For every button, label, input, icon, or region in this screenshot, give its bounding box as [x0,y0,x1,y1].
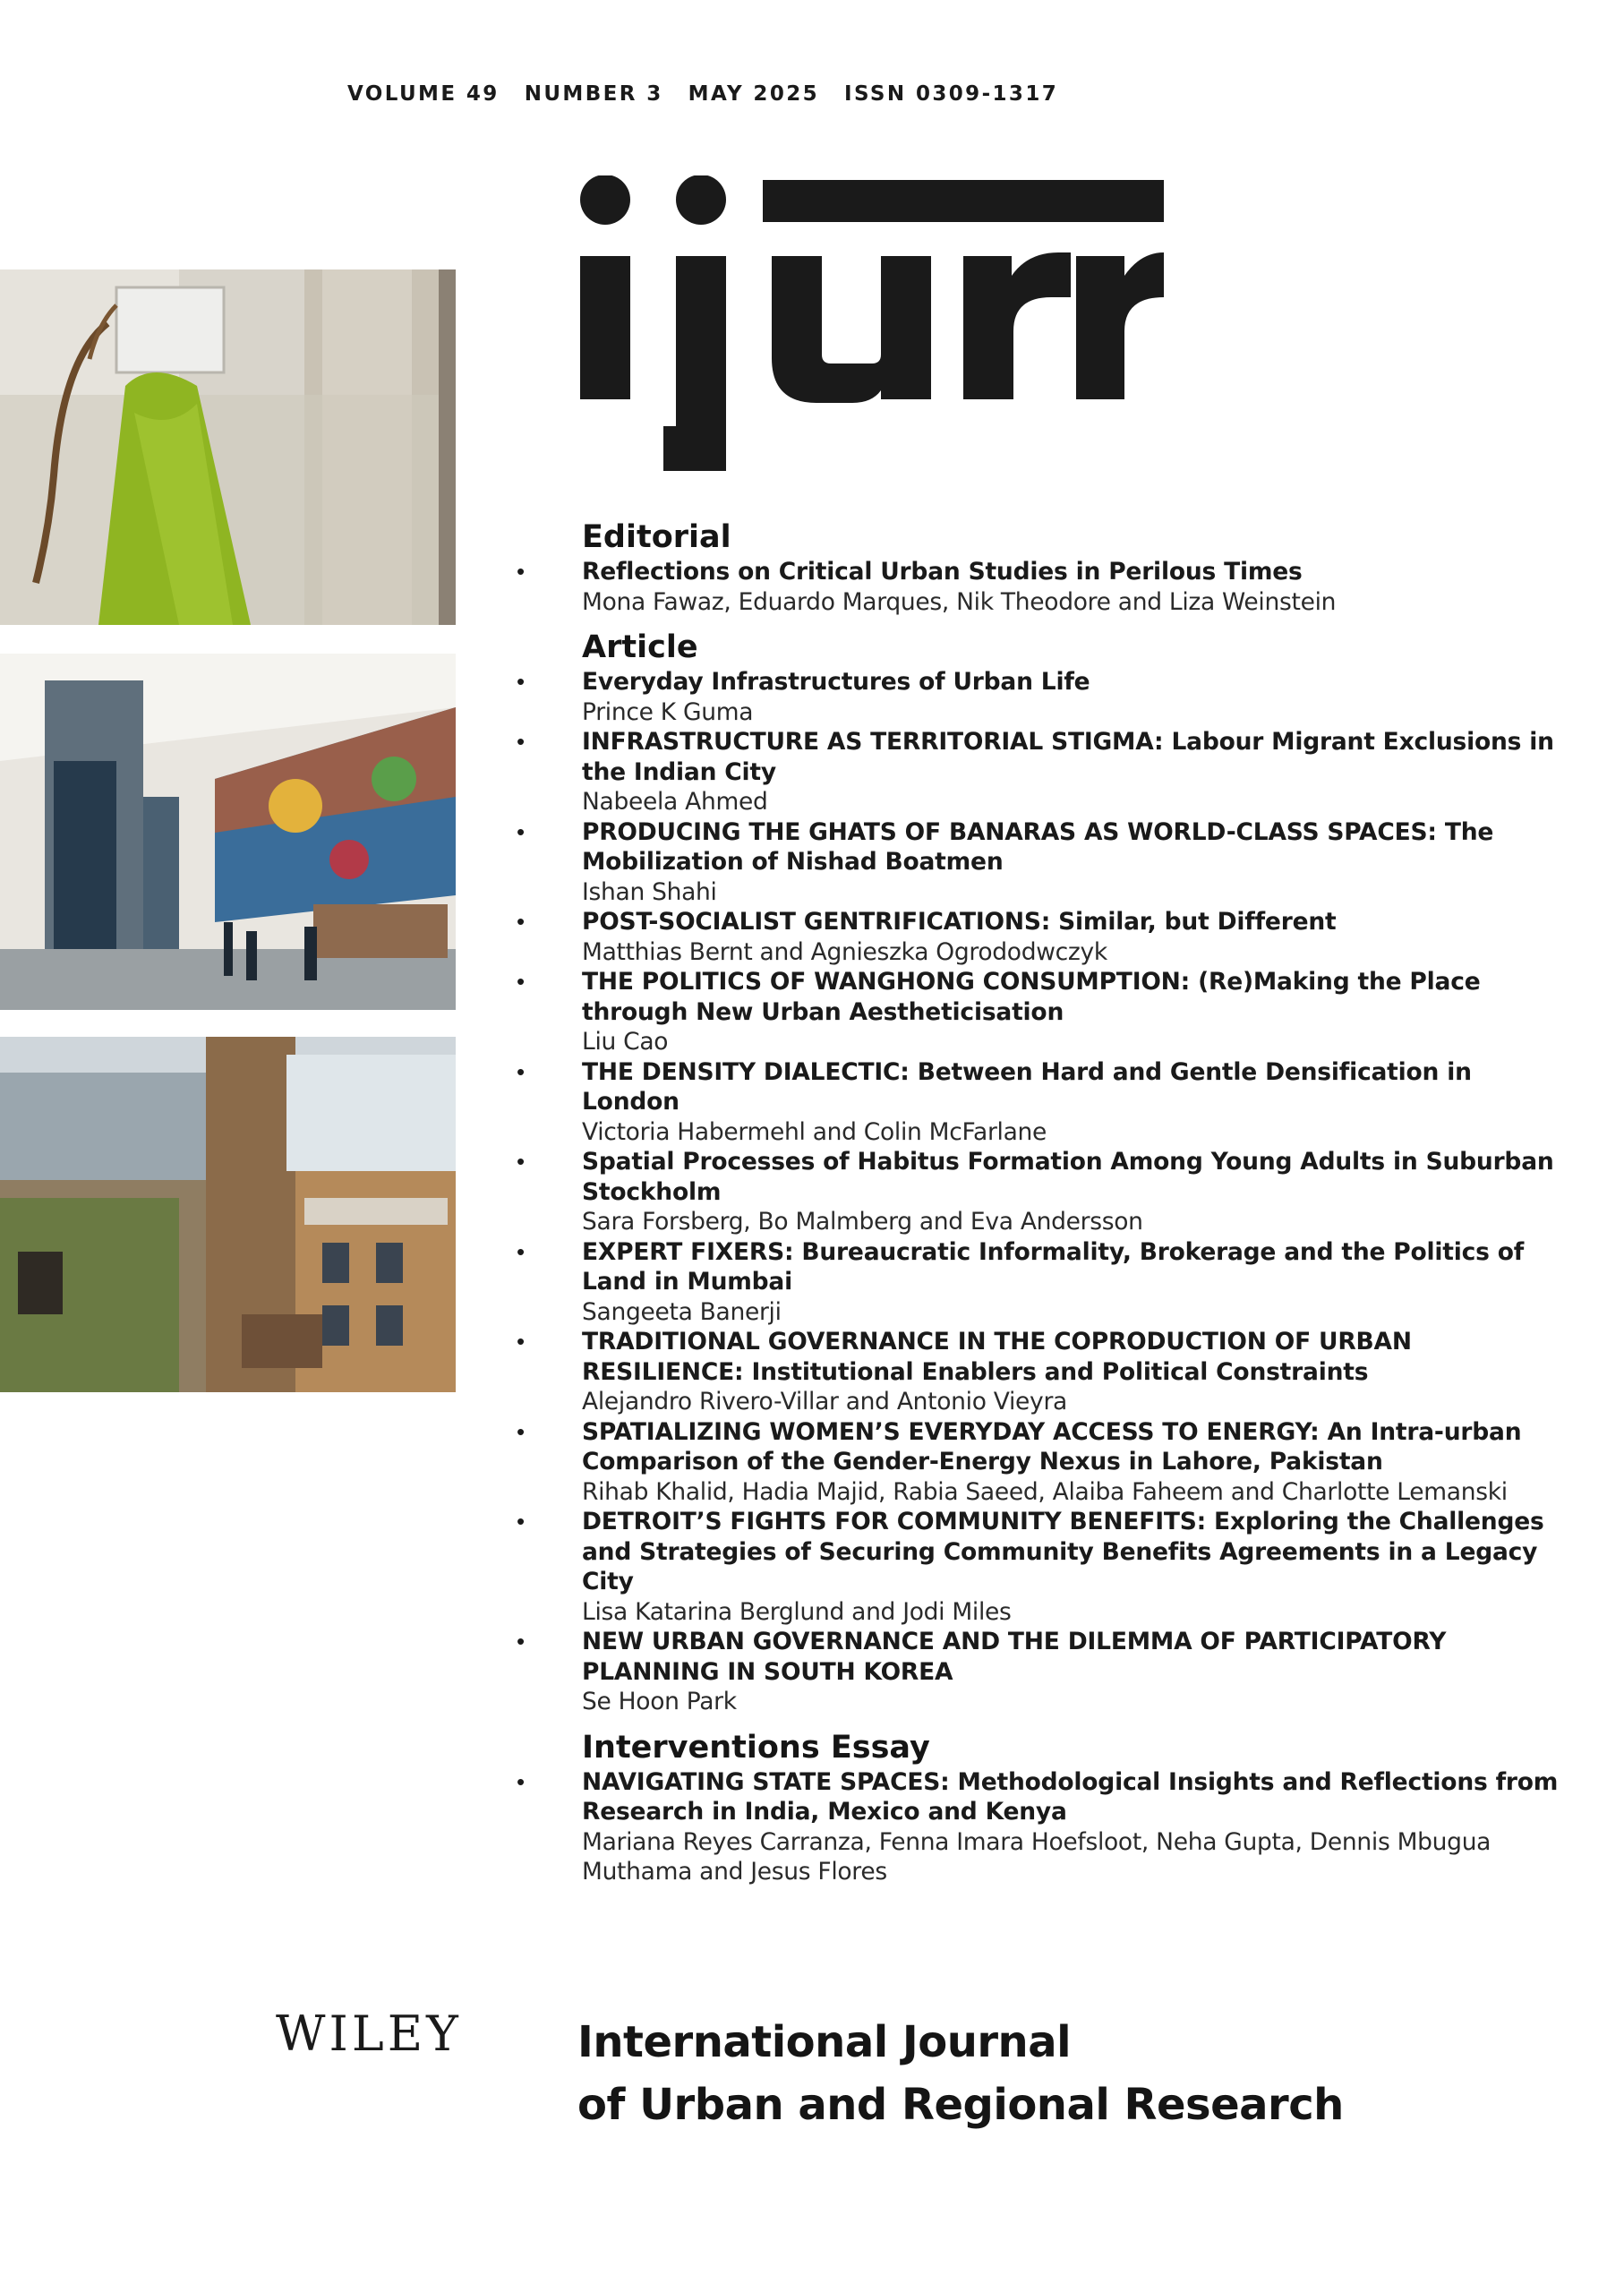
toc-entry [515,967,1571,1057]
bullet: • [517,728,526,755]
section-heading-interventions-essay: Interventions Essay [582,1729,930,1766]
toc-entry [515,557,1571,617]
entry-title: TRADITIONAL GOVERNANCE IN THE COPRODUCTION OF URBAN RESILIENCE: Institutional Enablers and Political Constraints [582,1328,1412,1386]
toc-entry [515,1627,1571,1717]
bullet: • [517,1508,526,1535]
entry-authors: Sangeeta Banerji [582,1297,782,1326]
entry-authors: Sara Forsberg, Bo Malmberg and Eva Andersson [582,1208,1143,1236]
entry-title: SPATIALIZING WOMEN’S EVERYDAY ACCESS TO ENERGY: An Intra-urban Comparison of the Gender-Energy Nexus in Lahore, Pakistan [582,1417,1522,1475]
cover-photo-brick-buildings [0,1037,456,1392]
toc-entry [515,727,1571,817]
issue-date: MAY 2025 [688,82,820,106]
entry-title: NAVIGATING STATE SPACES: Methodological Insights and Reflections from Research in India, Mexico and Kenya [582,1767,1559,1826]
bullet: • [517,1057,526,1085]
bullet: • [517,1767,526,1795]
section-heading-editorial: Editorial [582,519,731,555]
toc-entry [515,907,1571,967]
journal-logo [573,175,1164,480]
bullet: • [517,1628,526,1655]
toc-entry [515,667,1571,727]
journal-name-line-1: International Journal [577,2017,1072,2067]
bullet: • [517,1237,526,1265]
bullet: • [517,668,526,695]
bullet: • [517,908,526,935]
entry-authors: Se Hoon Park [582,1688,737,1715]
entry-title: THE POLITICS OF WANGHONG CONSUMPTION: (Re)Making the Place through New Urban Aestheticisation [582,968,1481,1026]
entry-title: NEW URBAN GOVERNANCE AND THE DILEMMA OF PARTICIPATORY PLANNING IN SOUTH KOREA [582,1628,1447,1686]
entry-authors: Liu Cao [582,1028,669,1056]
entry-authors: Nabeela Ahmed [582,788,768,816]
entry-title: DETROIT’S FIGHTS FOR COMMUNITY BENEFITS: Exploring the Challenges and Strategies of Securing Community Benefits Agreements in a Legacy City [582,1508,1544,1595]
bullet: • [517,558,526,585]
entry-title: POST-SOCIALIST GENTRIFICATIONS: Similar, but Different [582,908,1337,936]
entry-title: PRODUCING THE GHATS OF BANARAS AS WORLD-CLASS SPACES: The Mobilization of Nishad Boatmen [582,817,1494,876]
entry-title: Everyday Infrastructures of Urban Life [582,668,1090,696]
issue-info [347,82,1083,106]
entry-authors: Alejandro Rivero-Villar and Antonio Vieyra [582,1388,1067,1415]
cover-photo-mural-lobby [0,654,456,1010]
entry-title: INFRASTRUCTURE AS TERRITORIAL STIGMA: Labour Migrant Exclusions in the Indian City [582,728,1554,786]
entry-authors: Rihab Khalid, Hadia Majid, Rabia Saeed, Alaiba Faheem and Charlotte Lemanski [582,1477,1508,1506]
entry-authors: Mona Fawaz, Eduardo Marques, Nik Theodore and Liza Weinstein [582,587,1337,616]
toc-entry [515,1507,1571,1627]
toc-entry [515,1237,1571,1328]
toc-entry [515,1147,1571,1237]
entry-title: Spatial Processes of Habitus Formation Among Young Adults in Suburban Stockholm [582,1148,1554,1206]
bullet: • [517,1417,526,1445]
section-heading-article: Article [582,629,698,665]
toc-entry [515,1417,1571,1508]
ijurr-logo-graphic [573,175,1164,480]
cover-photo-water-bucket [0,269,456,625]
entry-title: THE DENSITY DIALECTIC: Between Hard and Gentle Densification in London [582,1057,1472,1116]
entry-title: EXPERT FIXERS: Bureaucratic Informality, Brokerage and the Politics of Land in Mumbai [582,1237,1525,1296]
toc-entry [515,1767,1571,1887]
toc-entry [515,1327,1571,1417]
issn: ISSN 0309-1317 [844,82,1059,106]
entry-authors: Mariana Reyes Carranza, Fenna Imara Hoefsloot, Neha Gupta, Dennis Mbugua Muthama and Jesus Flores [582,1827,1492,1886]
bullet: • [517,1328,526,1355]
journal-full-name [577,2011,1344,2136]
bullet: • [517,968,526,995]
entry-authors: Ishan Shahi [582,877,717,906]
toc-entry [515,817,1571,908]
publisher-logo: WILEY [276,2006,462,2062]
entry-authors: Matthias Bernt and Agnieszka Ogrododwczyk [582,937,1107,966]
table-of-contents [515,517,1571,1887]
entry-authors: Lisa Katarina Berglund and Jodi Miles [582,1597,1012,1626]
journal-name-line-2: of Urban and Regional Research [577,2080,1344,2130]
toc-entry [515,1057,1571,1148]
entry-authors: Victoria Habermehl and Colin McFarlane [582,1117,1047,1146]
entry-title: Reflections on Critical Urban Studies in Perilous Times [582,558,1303,586]
volume: VOLUME 49 [347,82,500,106]
issue-number: NUMBER 3 [524,82,663,106]
entry-authors: Prince K Guma [582,697,754,726]
bullet: • [517,817,526,845]
bullet: • [517,1148,526,1175]
